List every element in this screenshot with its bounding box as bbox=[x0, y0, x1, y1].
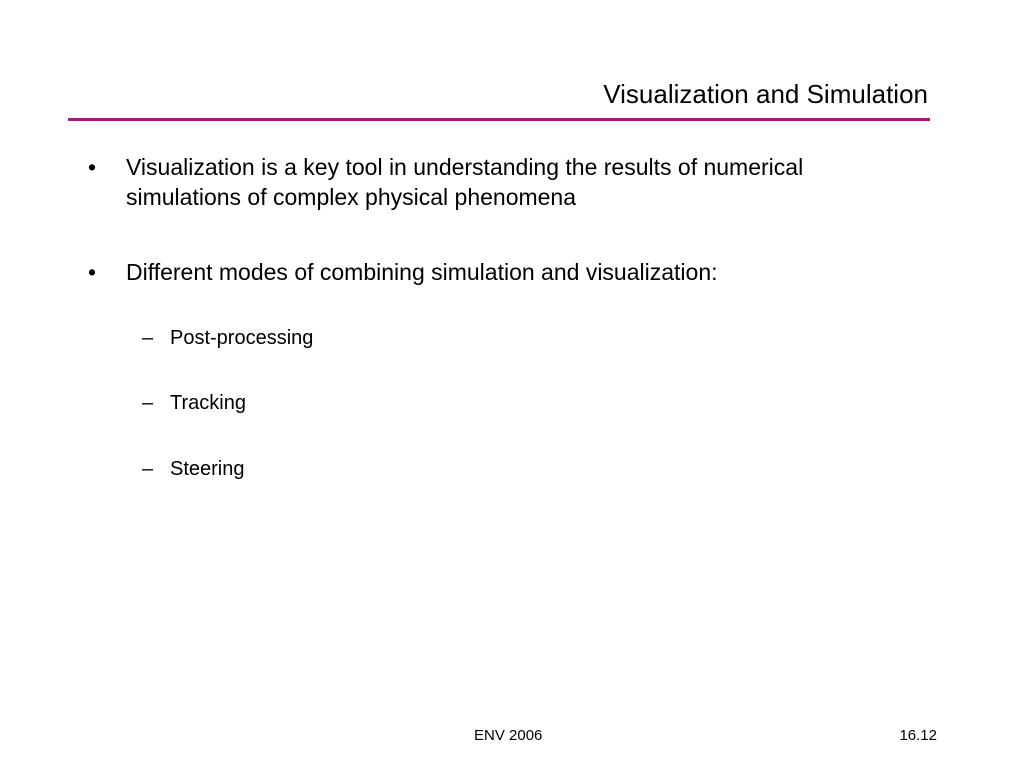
bullet-marker: • bbox=[88, 154, 97, 180]
title-divider bbox=[68, 118, 930, 121]
slide-title: Visualization and Simulation bbox=[603, 79, 928, 109]
sub-bullet-text: Post-processing bbox=[170, 327, 314, 349]
sub-bullet-marker: – bbox=[142, 327, 154, 349]
bullet-text: Visualization is a key tool in understanding the results of numerical simulations of complex physical phenomena bbox=[126, 154, 804, 210]
bullet-marker: • bbox=[88, 259, 97, 285]
bullet-text: Different modes of combining simulation and visualization: bbox=[126, 259, 718, 285]
sub-bullet-text: Steering bbox=[170, 458, 245, 480]
footer-event-label: ENV 2006 bbox=[474, 727, 543, 744]
sub-bullet-text: Tracking bbox=[170, 392, 246, 414]
sub-bullet-marker: – bbox=[142, 458, 154, 480]
sub-bullet-marker: – bbox=[142, 392, 154, 414]
slide-number: 16.12 bbox=[899, 727, 937, 744]
